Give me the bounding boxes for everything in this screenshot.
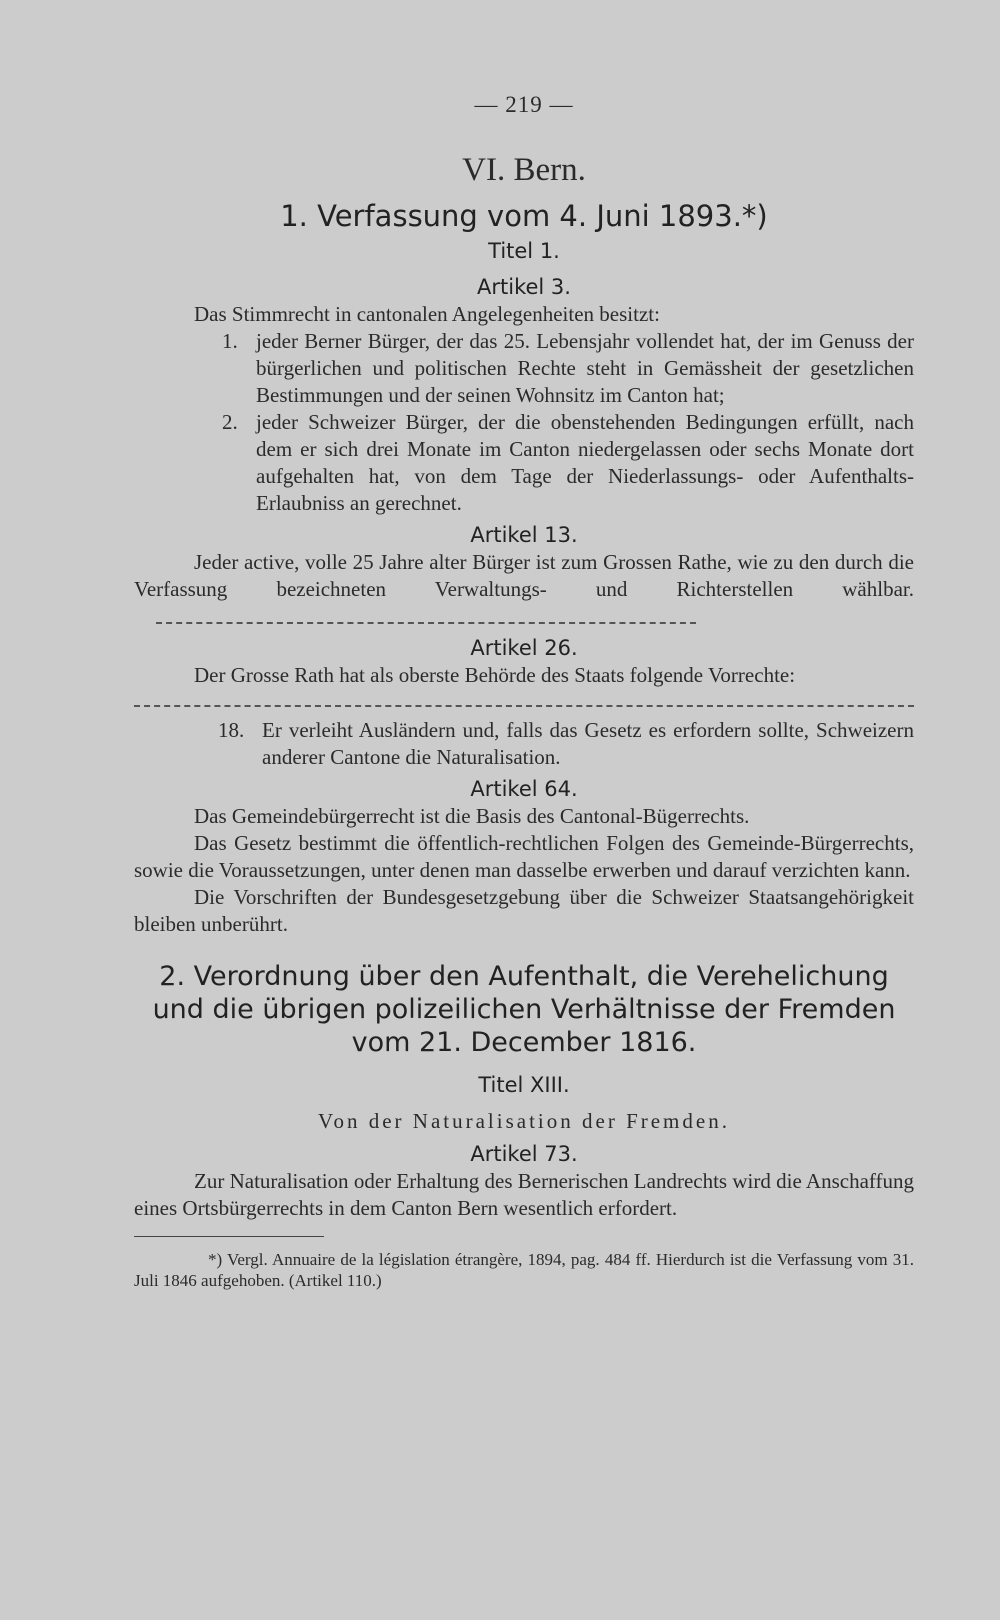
part-title: VI. Bern. (462, 152, 586, 188)
article-26-item-18 (134, 717, 914, 771)
article-13-text (134, 549, 914, 630)
omission-dash-line (134, 693, 914, 707)
section2-subtitle: Von der Naturalisation der Fremden. (318, 1109, 730, 1133)
item-number: 18. (218, 718, 245, 742)
article-73-text: Zur Naturalisation oder Erhaltung des Bernerischen Landrechts wird die Anschaffung eines Ortsbürgerrechts in dem Canton Bern wesentlich erfordert. (134, 1169, 914, 1220)
item-text: Er verleiht Ausländern und, falls das Gesetz es erfordern sollte, Schweizern anderer Cantone die Naturalisation. (262, 718, 914, 769)
article-13-body: Jeder active, volle 25 Jahre alter Bürger ist zum Grossen Rathe, wie zu den durch die Verfassung bezeichneten Verwaltungs- und Richterstellen wählbar. (134, 550, 914, 601)
footnote-rule (134, 1236, 324, 1237)
article-3-heading: Artikel 3. (477, 275, 571, 299)
page-content (134, 92, 914, 1291)
section2-title: 2. Verordnung über den Aufenthalt, die Verehelichung und die übrigen polizeilichen Verhältnisse der Fremden vom 21. December 1816. (152, 961, 896, 1058)
article-64-heading: Artikel 64. (470, 777, 578, 801)
article-64-paragraph-1: Das Gemeindebürgerrecht ist die Basis des Cantonal-Bügerrechts. (194, 804, 750, 828)
article-3-intro: Das Stimmrecht in cantonalen Angelegenheiten besitzt: (194, 302, 660, 326)
item-number: 1. (222, 329, 238, 353)
article-3-item-1 (130, 328, 914, 409)
footnote-text: *) Vergl. Annuaire de la législation étrangère, 1894, pag. 484 ff. Hierdurch ist die Verfassung vom 31. Juli 1846 aufgehoben. (Artikel 110.) (134, 1250, 914, 1290)
article-13-heading: Artikel 13. (470, 523, 578, 547)
omission-dashes (156, 612, 696, 624)
article-26-heading: Artikel 26. (470, 636, 578, 660)
section1-titel: Titel 1. (488, 239, 560, 263)
section2-titel: Titel XIII. (478, 1073, 570, 1097)
footnote (134, 1249, 914, 1291)
article-3-item-2 (130, 409, 914, 517)
article-64-paragraph-2: Das Gesetz bestimmt die öffentlich-rechtlichen Folgen des Gemeinde-Bürgerrechts, sowie die Voraussetzungen, unter denen man dasselbe erwerben und darauf verzichten kann. (134, 831, 914, 882)
item-number: 2. (222, 410, 238, 434)
article-64-paragraph-3: Die Vorschriften der Bundesgesetzgebung über die Schweizer Staatsangehörigkeit bleiben unberührt. (134, 885, 914, 936)
article-26-text: Der Grosse Rath hat als oberste Behörde des Staats folgende Vorrechte: (194, 663, 796, 687)
item-text: jeder Schweizer Bürger, der die obenstehenden Bedingungen erfüllt, nach dem er sich drei Monate im Canton niedergelassen oder sechs Monate dort aufgehalten hat, von dem Tage der Niederlassungs- oder Aufenthalts-Erlaubniss an gerechnet. (256, 410, 914, 515)
item-text: jeder Berner Bürger, der das 25. Lebensjahr vollendet hat, der im Genuss der bürgerlichen und politischen Rechte steht in Gemässheit der gesetzlichen Bestimmungen und der seinen Wohnsitz im Canton hat; (256, 329, 914, 407)
article-73-heading: Artikel 73. (470, 1142, 578, 1166)
page-number: — 219 — (474, 92, 574, 117)
section1-title: 1. Verfassung vom 4. Juni 1893.*) (280, 199, 768, 233)
